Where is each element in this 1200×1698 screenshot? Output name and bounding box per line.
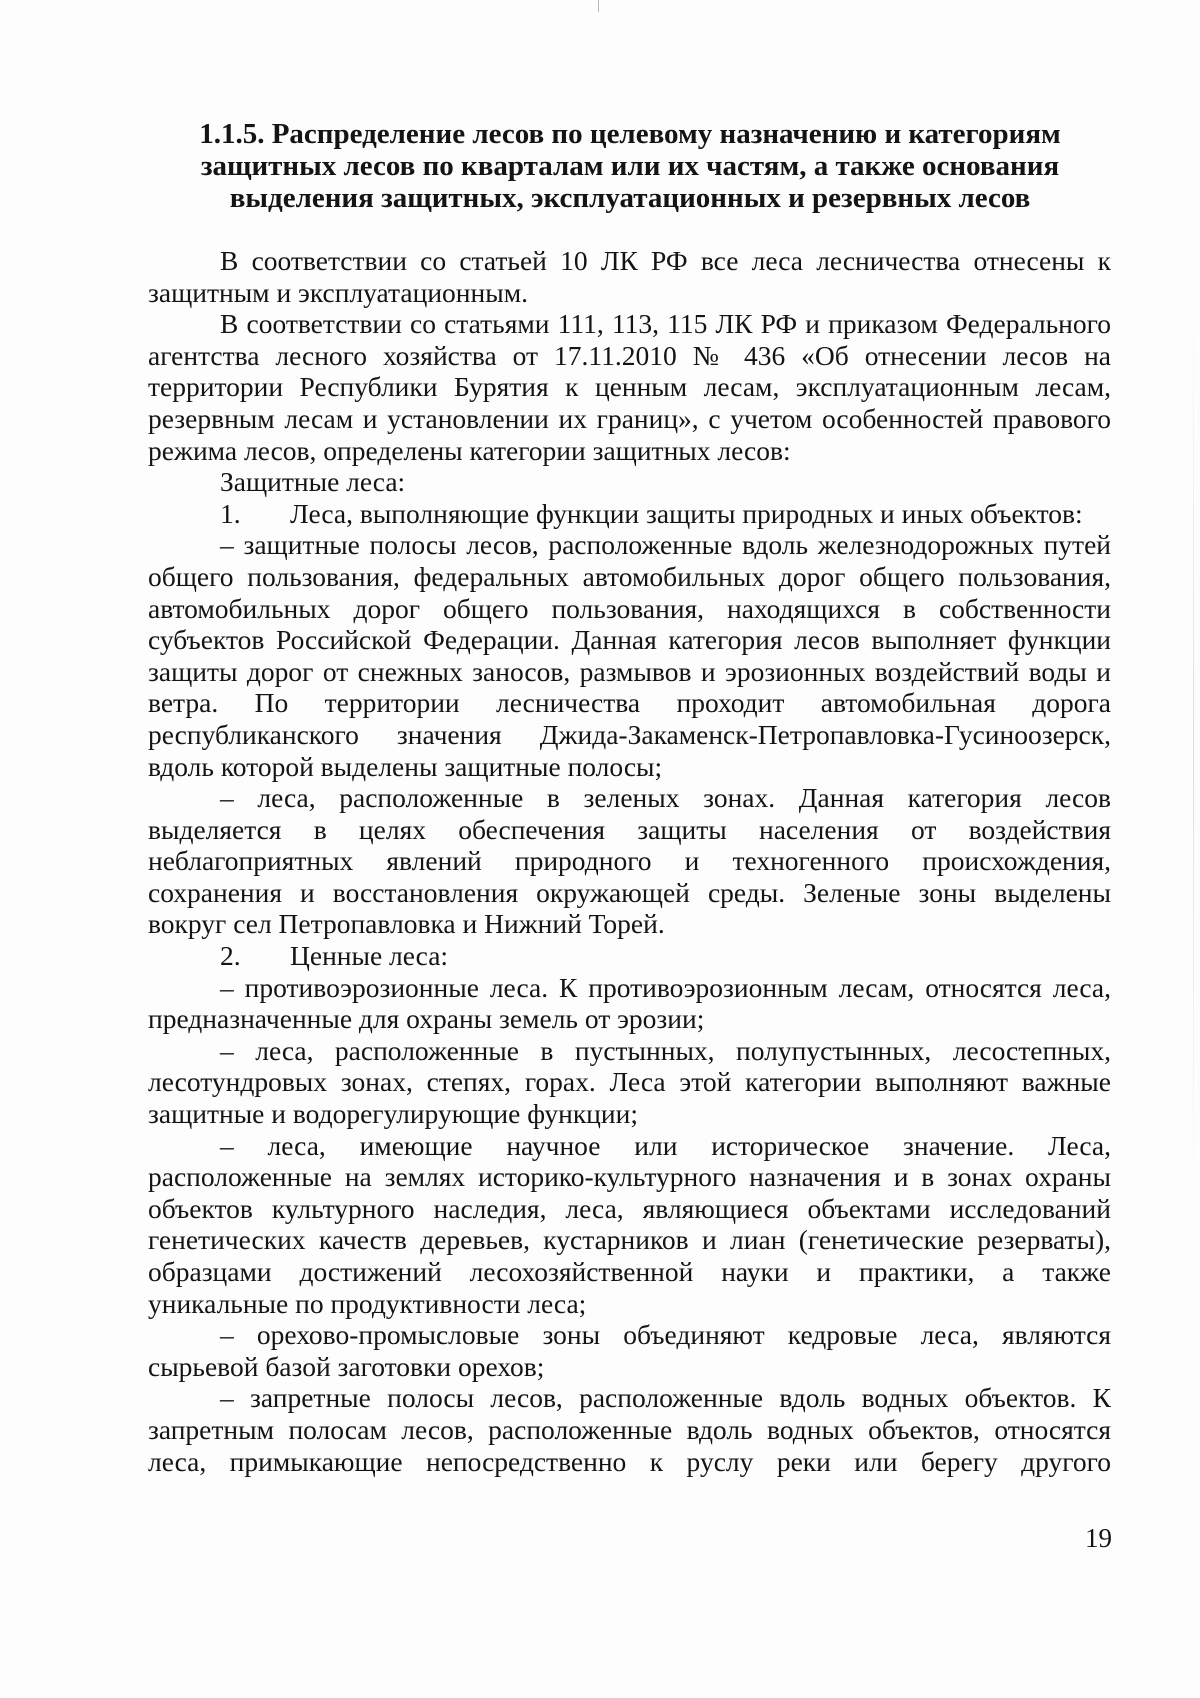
list-item-text: Леса, выполняющие функции защиты природных и иных объектов: bbox=[290, 497, 1083, 529]
heading-line: 1.1.5. Распределение лесов по целевому назначению и категориям bbox=[199, 118, 1061, 150]
list-number: 1. bbox=[220, 497, 241, 529]
paragraph: – леса, расположенные в пустынных, полупустынных, лесостепных, лесотундровых зонах, степях, горах. Леса этой категории выполняют важные защитные и водорегулирующие функции; bbox=[148, 1034, 1111, 1130]
heading-line: выделения защитных, эксплуатационных и резервных лесов bbox=[229, 182, 1031, 214]
paragraph: – противоэрозионные леса. К противоэрозионным лесам, относятся леса, предназначенные для охраны земель от эрозии; bbox=[148, 971, 1111, 1035]
numbered-item-2 bbox=[148, 940, 1111, 972]
paragraph: В соответствии со статьей 10 ЛК РФ все леса лесничества отнесены к защитным и эксплуатационным. bbox=[148, 245, 1111, 308]
list-number: 2. bbox=[220, 940, 241, 972]
paragraph: – леса, имеющие научное или историческое значение. Леса, расположенные на землях историко-культурного назначения и в зонах охраны объектов культурного наследия, леса, являющиеся объектами исследований генетических качеств деревьев, кустарников и лиан (генетические резерваты), образцами достижений лесохозяйственной науки и практики, а также уникальные по продуктивности леса; bbox=[148, 1129, 1111, 1319]
numbered-item-1 bbox=[148, 498, 1111, 530]
paragraph: – запретные полосы лесов, расположенные вдоль водных объектов. К запретным полосам лесов, расположенные вдоль водных объектов, относятся леса, примыкающие непосредственно к руслу реки или берегу другого bbox=[148, 1382, 1111, 1477]
document-body bbox=[148, 245, 1111, 1477]
paragraph: В соответствии со статьями 111, 113, 115 ЛК РФ и приказом Федерального агентства лесного хозяйства от 17.11.2010 № 436 «Об отнесении лесов на территории Республики Бурятия к ценным лесам, эксплуатационным лесам, резервным лесам и установлении их границ», с учетом особенностей правового режима лесов, определены категории защитных лесов: bbox=[148, 308, 1111, 466]
paragraph: – защитные полосы лесов, расположенные вдоль железнодорожных путей общего пользования, федеральных автомобильных дорог общего пользования, автомобильных дорог общего пользования, находящихся в собственности субъектов Российской Федерации. Данная категория лесов выполняет функции защиты дорог от снежных заносов, размывов и эрозионных воздействий воды и ветра. По территории лесничества проходит автомобильная дорога республиканского значения Джида-Закаменск-Петропавловка-Гусиноозерск, вдоль которой выделены защитные полосы; bbox=[148, 529, 1111, 782]
section-heading bbox=[150, 118, 1110, 214]
heading-line: защитных лесов по кварталам или их частям, а также основания bbox=[200, 150, 1060, 182]
list-item-text: Ценные леса: bbox=[290, 940, 449, 972]
scan-artifact-edge bbox=[1193, 300, 1194, 1200]
paragraph-protective-forests: Защитные леса: bbox=[220, 466, 406, 498]
paragraph: – леса, расположенные в зеленых зонах. Данная категория лесов выделяется в целях обеспечения защиты населения от воздействия неблагоприятных явлений природного и техногенного происхождения, сохранения и восстановления окружающей среды. Зеленые зоны выделены вокруг сел Петропавловка и Нижний Торей. bbox=[148, 782, 1111, 940]
page-number: 19 bbox=[1085, 1523, 1112, 1553]
scan-artifact-mark bbox=[598, 0, 599, 12]
paragraph: – орехово-промысловые зоны объединяют кедровые леса, являются сырьевой базой заготовки орехов; bbox=[148, 1319, 1111, 1382]
